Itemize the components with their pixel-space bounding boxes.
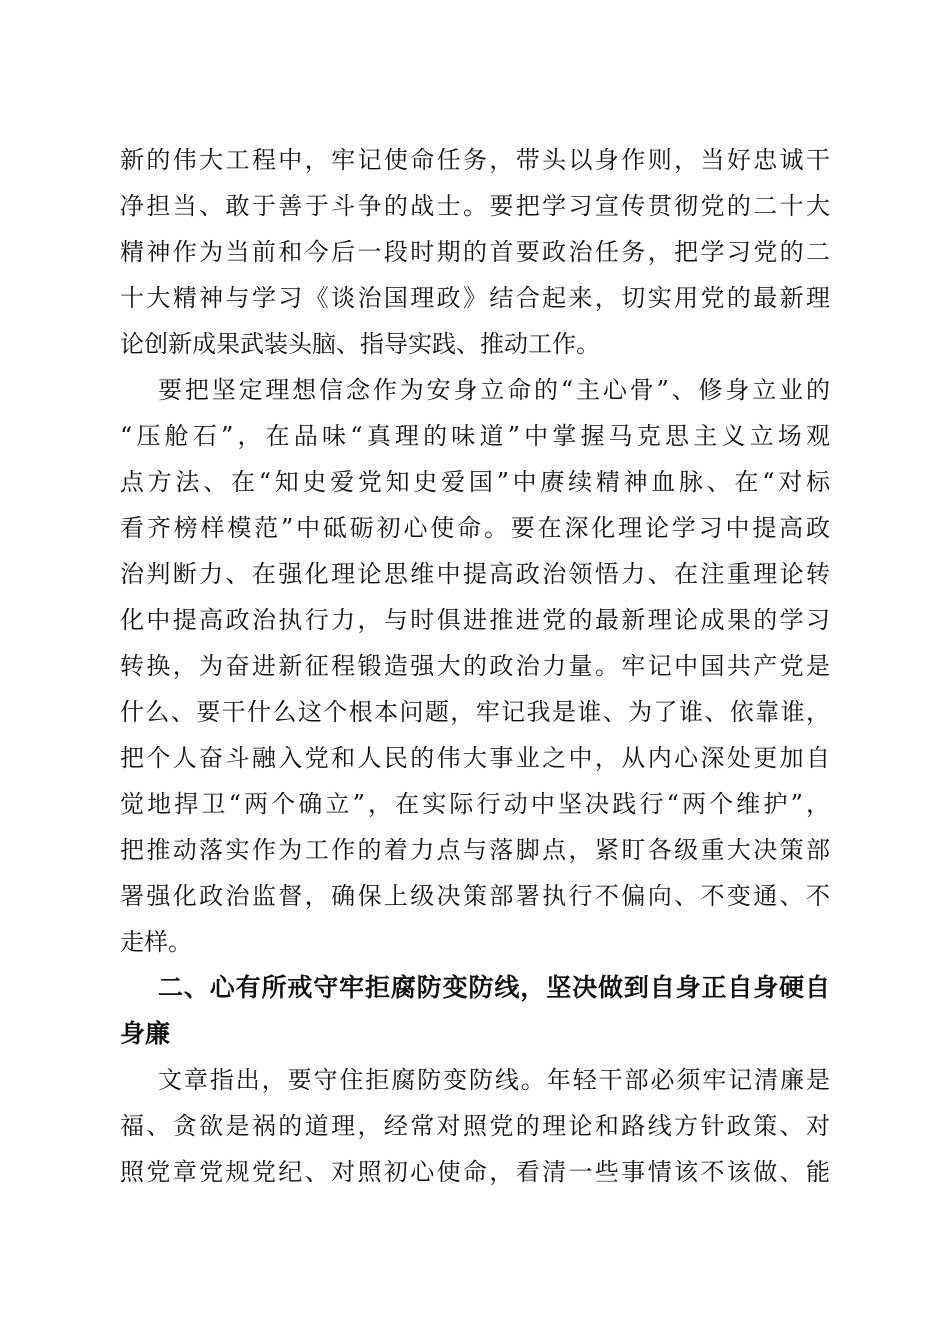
paragraph-line: 治判断力、在强化理论思维中提高政治领悟力、在注重理论转 bbox=[120, 560, 830, 588]
paragraph-line: 净担当、敢于善于斗争的战士。要把学习宣传贯彻党的二十大 bbox=[120, 192, 830, 220]
paragraph-line: 把推动落实作为工作的着力点与落脚点，紧盯各级重大决策部 bbox=[120, 836, 830, 864]
paragraph-line: 什么、要干什么这个根本问题，牢记我是谁、为了谁、依靠谁， bbox=[120, 698, 830, 726]
paragraph-line: 新的伟大工程中，牢记使命任务，带头以身作则，当好忠诚干 bbox=[120, 146, 830, 174]
paragraph-line: 福、贪欲是祸的道理，经常对照党的理论和路线方针政策、对 bbox=[120, 1112, 830, 1140]
heading-line: 二、心有所戒守牢拒腐防变防线，坚决做到自身正自身硬自 bbox=[158, 973, 830, 1002]
paragraph-line: 把个人奋斗融入党和人民的伟大事业之中，从内心深处更加自 bbox=[120, 744, 830, 772]
paragraph-line: 转换，为奋进新征程锻造强大的政治力量。牢记中国共产党是 bbox=[120, 652, 830, 680]
paragraph-line: 署强化政治监督，确保上级决策部署执行不偏向、不变通、不 bbox=[120, 882, 830, 910]
paragraph-line: 文章指出，要守住拒腐防变防线。年轻干部必须牢记清廉是 bbox=[158, 1066, 830, 1094]
paragraph-line: 要把坚定理想信念作为安身立命的“主心骨”、修身立业的 bbox=[158, 376, 830, 404]
paragraph-line: 照党章党规党纪、对照初心使命，看清一些事情该不该做、能 bbox=[120, 1158, 830, 1186]
paragraph-line: 十大精神与学习《谈治国理政》结合起来，切实用党的最新理 bbox=[120, 284, 830, 312]
paragraph-line: 精神作为当前和今后一段时期的首要政治任务，把学习党的二 bbox=[120, 238, 830, 266]
paragraph-line: 走样。 bbox=[120, 928, 192, 956]
paragraph-line: “压舱石”，在品味“真理的味道”中掌握马克思主义立场观 bbox=[120, 422, 830, 450]
paragraph-line: 论创新成果武装头脑、指导实践、推动工作。 bbox=[120, 330, 600, 358]
paragraph-line: 点方法、在“知史爱党知史爱国”中赓续精神血脉、在“对标 bbox=[120, 468, 830, 496]
paragraph-line: 看齐榜样模范”中砥砺初心使命。要在深化理论学习中提高政 bbox=[120, 514, 830, 542]
paragraph-line: 化中提高政治执行力，与时俱进推进党的最新理论成果的学习 bbox=[120, 606, 830, 634]
paragraph-line: 觉地捍卫“两个确立”，在实际行动中坚决践行“两个维护”， bbox=[120, 790, 830, 818]
heading-line: 身廉 bbox=[120, 1019, 171, 1048]
